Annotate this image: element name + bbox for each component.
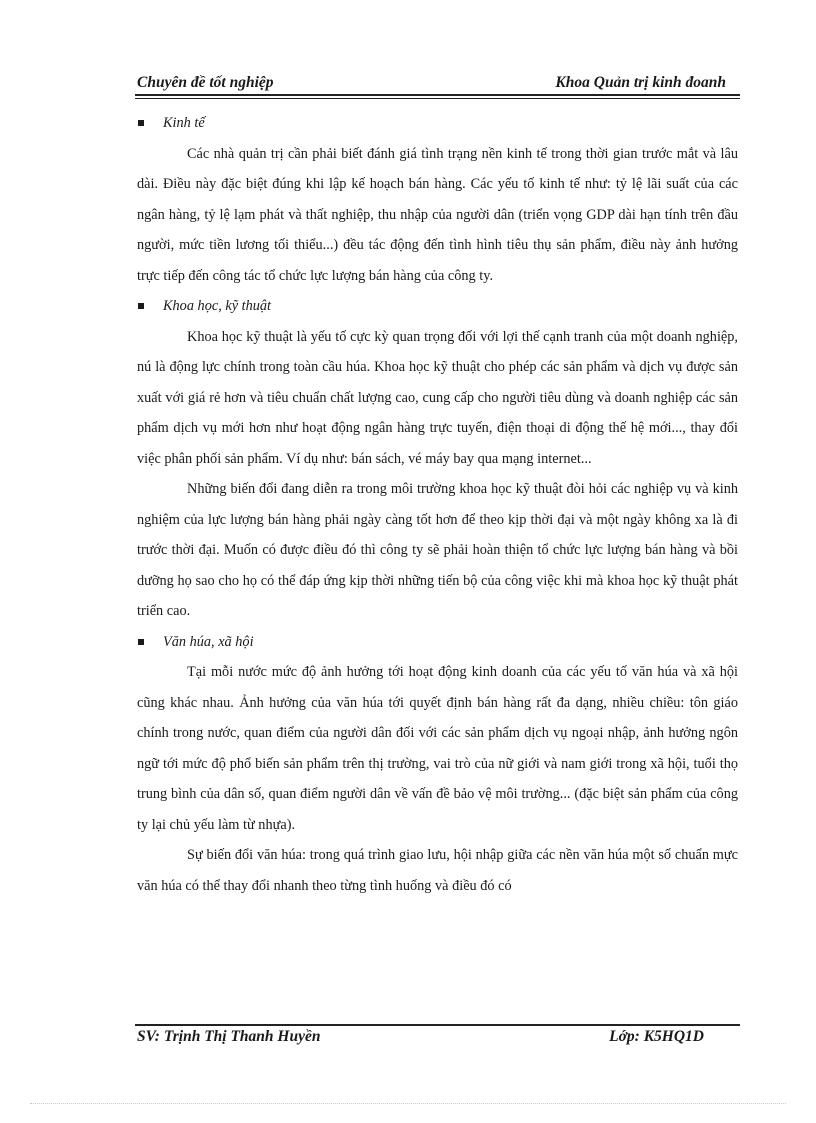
page-body [137, 108, 738, 901]
section-heading-science-technology [137, 291, 738, 322]
section-heading-culture-society [137, 627, 738, 658]
page-header [135, 74, 740, 94]
paragraph: Tại mỗi nước mức độ ảnh hưởng tới hoạt động kinh doanh của các yếu tố văn húa và xã hội cũng khác nhau. Ảnh hưởng của văn húa tới quyết định bán hàng rất đa dạng, nhiều chiều: tôn giáo chính trong nước, quan điểm của người dân đối với các sản phẩm dịch vụ ngoại nhập, ảnh hưởng ngôn ngữ tới mức độ phổ biến sản phẩm trên thị trường, vai trò của nữ giới và nam giới trong xã hội, tuổi thọ trung bình của dân số, quan điểm người dân về vấn đề bảo vệ môi trường... (đặc biệt sản phẩm của công ty lại chủ yếu làm từ nhựa). [137, 664, 738, 833]
section-heading-text: Kinh tế [163, 115, 205, 131]
header-faculty: Khoa Quản trị kinh đoanh [555, 74, 726, 91]
paragraph: Khoa học kỹ thuật là yếu tố cực kỳ quan trọng đối với lợi thế cạnh tranh của một doanh nghiệp, nú là động lực chính trong toàn cầu húa. Khoa học kỹ thuật cho phép các sản phẩm và dịch vụ được sản xuất với giá rẻ hơn và tiêu chuẩn chất lượng cao, cung cấp cho người tiêu dùng và doanh nghiệp các sản phẩm dịch vụ mới hơn như hoạt động ngân hàng trực tuyến, điện thoại di động thế hệ mới..., thay đổi việc phân phối sản phẩm. Ví dụ như: bán sách, vé máy bay qua mạng internet... [137, 328, 738, 467]
header-thesis-title: Chuyên đề tốt nghiệp [137, 74, 274, 91]
bullet-square-icon [138, 303, 144, 309]
page-footer [135, 1028, 740, 1048]
header-rule-thick [135, 94, 740, 96]
paragraph: Những biến đổi đang diễn ra trong môi trường khoa học kỹ thuật đòi hỏi các nghiệp vụ và kinh nghiệm của lực lượng bán hàng phải ngày càng tốt hơn để theo kịp thời đại và một ngày không xa là đi trước thời đại. Muốn có được điều đó thì công ty sẽ phải hoàn thiện tổ chức lực lượng bán hàng và bồi dưỡng họ sao cho họ có thể đáp ứng kịp thời những tiến bộ của công việc khi mà khoa học kỹ thuật phát triển cao. [137, 481, 738, 619]
bullet-square-icon [138, 639, 144, 645]
section-heading-text: Khoa học, kỹ thuật [163, 298, 272, 314]
footer-student-name: SV: Trịnh Thị Thanh Huyền [137, 1028, 321, 1045]
bullet-square-icon [138, 120, 144, 126]
section-heading-economy [137, 108, 738, 139]
page-bottom-divider [30, 1103, 786, 1104]
footer-class: Lớp: K5HQ1D [609, 1028, 704, 1045]
footer-rule [135, 1024, 740, 1026]
paragraph: Các nhà quản trị cần phải biết đánh giá tình trạng nền kinh tế trong thời gian trước mắt và lâu dài. Điều này đặc biệt đúng khi lập kế hoạch bán hàng. Các yếu tố kinh tế như: tỷ lệ lãi suất của các ngân hàng, tỷ lệ lạm phát và thất nghiệp, thu nhập của người dân (triển vọng GDP dài hạn tính trên đầu người, mức tiền lương tối thiểu...) đều tác động đến tình hình tiêu thụ sản phẩm, điều này ảnh hưởng trực tiếp đến công tác tổ chức lực lượng bán hàng của công ty. [137, 145, 738, 284]
paragraph: Sự biến đổi văn húa: trong quá trình giao lưu, hội nhập giữa các nền văn húa một số chuẩn mực văn húa có thể thay đổi nhanh theo từng tình huống và điều đó có [137, 847, 738, 894]
section-heading-text: Văn húa, xã hội [163, 633, 254, 650]
header-rule-thin [135, 98, 740, 99]
